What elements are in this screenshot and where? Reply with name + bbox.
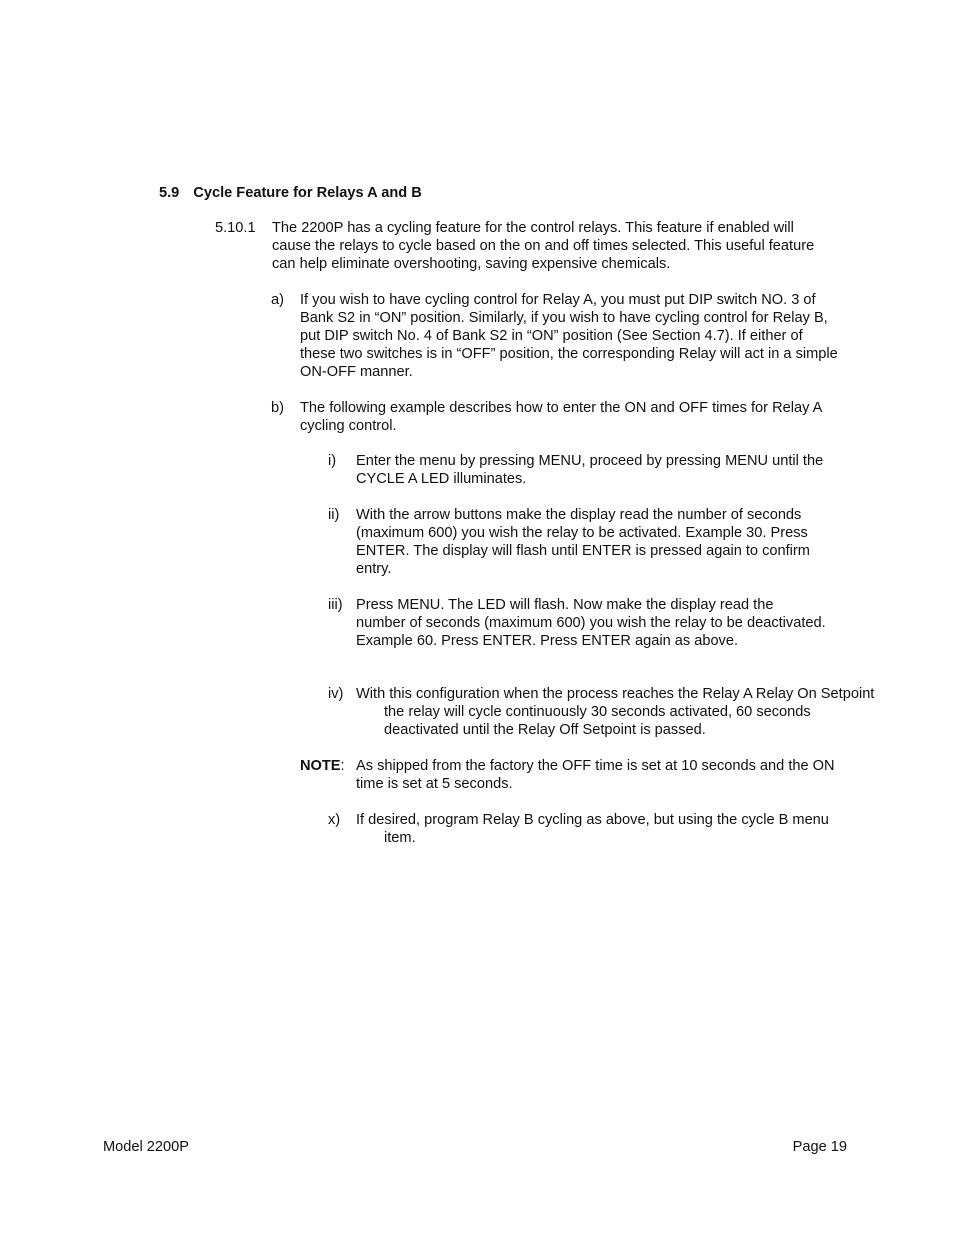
step-x-label: x) <box>328 812 341 828</box>
item-b-paragraph: The following example describes how to enter the ON and OFF times for Relay A cycling control. <box>300 400 822 434</box>
step-i-label: i) <box>328 453 337 469</box>
step-iv-label: iv) <box>328 686 344 702</box>
footer-model: Model 2200P <box>103 1139 190 1155</box>
note-label-group <box>300 757 345 775</box>
footer-page-number: Page 19 <box>792 1139 847 1155</box>
item-a-paragraph: If you wish to have cycling control for Relay A, you must put DIP switch NO. 3 of Bank S2 in “ON” position. Similarly, if you wish to have cycling control for Relay B, put DIP switch No. 4 of Bank S2 in “ON” position (See Section 4.7). If either of these two switches is in “OFF” position, the corresponding Relay will act in a simple ON-OFF manner. <box>300 292 838 380</box>
step-iv-paragraph: With this configuration when the process reaches the Relay A Relay On Setpoint the relay will cycle continuously 30 seconds activated, 60 seconds deactivated until the Relay Off Setpoint is passed. <box>356 686 875 738</box>
step-iii-label: iii) <box>328 597 343 613</box>
note-separator: : <box>340 758 345 774</box>
section-heading <box>159 184 422 202</box>
step-iii-paragraph: Press MENU. The LED will flash. Now make the display read the number of seconds (maximum 600) you wish the relay to be deactivated. Example 60. Press ENTER. Press ENTER again as above. <box>356 597 826 649</box>
subsection-number: 5.10.1 <box>215 220 256 236</box>
step-i-paragraph: Enter the menu by pressing MENU, proceed by pressing MENU until the CYCLE A LED illuminates. <box>356 453 824 487</box>
note-paragraph: As shipped from the factory the OFF time is set at 10 seconds and the ON time is set at 5 seconds. <box>356 758 835 792</box>
item-b-label: b) <box>271 400 284 416</box>
step-ii-label: ii) <box>328 507 340 523</box>
section-title: Cycle Feature for Relays A and B <box>193 185 422 201</box>
step-ii-paragraph: With the arrow buttons make the display read the number of seconds (maximum 600) you wish the relay to be activated. Example 30. Press ENTER. The display will flash until ENTER is pressed again to confirm entry. <box>356 507 810 577</box>
item-a-label: a) <box>271 292 284 308</box>
subsection-paragraph: The 2200P has a cycling feature for the control relays. This feature if enabled will cause the relays to cycle based on the on and off times selected. This useful feature can help eliminate overshooting, saving expensive chemicals. <box>272 220 815 272</box>
step-x-paragraph: If desired, program Relay B cycling as above, but using the cycle B menu item. <box>356 812 829 846</box>
section-number: 5.9 <box>159 185 180 201</box>
note-label: NOTE <box>300 758 341 774</box>
